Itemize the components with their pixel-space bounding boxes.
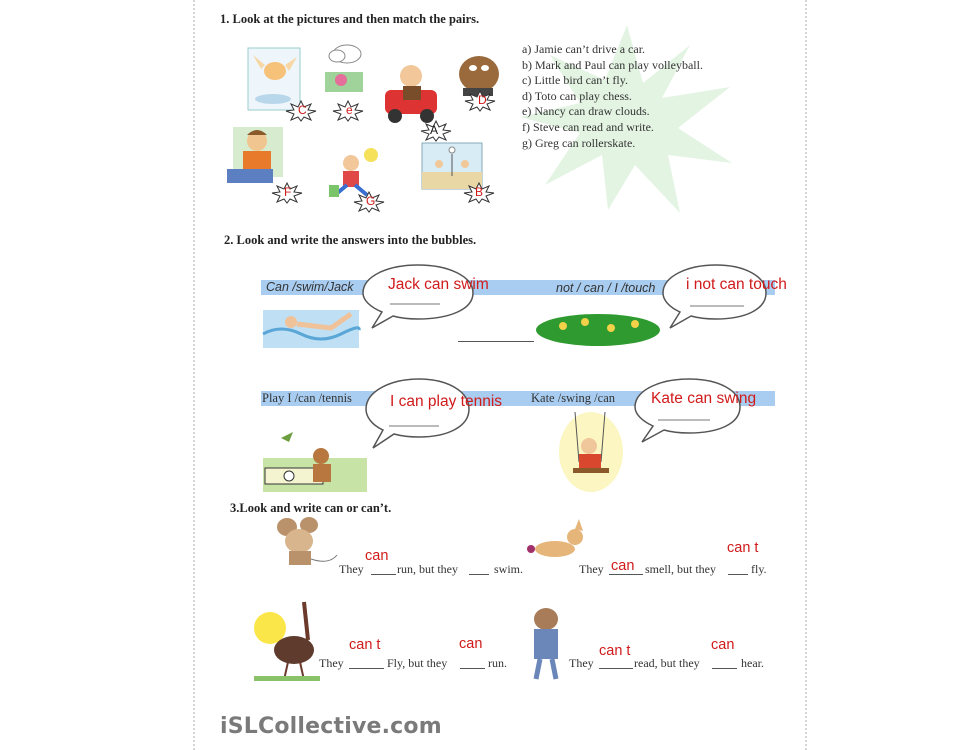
s3r2-they-1: They: [319, 656, 344, 670]
pairs-list: [522, 42, 703, 151]
s3r2-text-2b: hear.: [741, 656, 764, 670]
pair-c: c) Little bird can’t fly.: [522, 73, 628, 88]
match-answer-1: C: [298, 103, 307, 117]
bubble-answer-3: I can play tennis: [390, 393, 503, 410]
ostrich-picture: [252, 600, 322, 682]
s3r1-text-2: smell, but they: [645, 562, 716, 576]
cloud-drawing-picture: [319, 40, 369, 102]
s3-answer-1: can: [365, 548, 389, 564]
car-picture: [375, 60, 445, 126]
speech-bubble-2: [660, 262, 770, 334]
s3-answer-6: can t: [599, 643, 631, 659]
prompt-4: Kate /swing /can: [531, 391, 616, 405]
s3r1-text-1b: swim.: [494, 562, 524, 576]
speech-bubble-1: [360, 262, 478, 334]
section3-heading: 3.Look and write can or can’t.: [230, 501, 392, 515]
dog-reading-picture: [522, 605, 570, 681]
s3r1-text-2b: fly.: [751, 562, 767, 576]
pair-a: a) Jamie can’t drive a car.: [522, 42, 646, 56]
s3-answer-5: can: [459, 636, 483, 652]
blank-6: [460, 668, 485, 669]
s3r2-they-2: They: [569, 656, 594, 670]
s3-answer-3: can t: [727, 540, 759, 556]
bubble-answer-2: i not can touch: [686, 276, 787, 293]
prompt-1: Can /swim/Jack: [266, 280, 354, 294]
match-answer-2: e: [346, 103, 353, 117]
bubble-answer-1: Jack can swim: [388, 276, 489, 293]
swing-picture: [553, 410, 627, 492]
pair-f: f) Steve can read and write.: [522, 119, 654, 134]
bubble-answer-4: Kate can swing: [651, 390, 757, 407]
prompt-3: Play I /can /tennis: [262, 391, 352, 405]
s3r1-they-1: They: [339, 562, 364, 576]
blank-1: [371, 574, 396, 575]
blank-3: [609, 574, 643, 575]
islcollective-watermark: iSLCollective.com: [220, 714, 442, 739]
match-answer-5: F: [284, 185, 292, 199]
touch-picture: [533, 310, 663, 348]
worksheet-page: [193, 0, 807, 750]
section1-heading: 1. Look at the pictures and then match the pairs.: [220, 12, 480, 26]
match-answer-3: D: [478, 93, 487, 107]
match-answer-7: B: [475, 185, 484, 199]
s3-answer-4: can t: [349, 637, 381, 653]
blank-4: [728, 574, 748, 575]
s3-answer-2: can: [611, 558, 635, 574]
blank-8: [712, 668, 737, 669]
s3r1-text-1: run, but they: [397, 562, 458, 576]
match-answer-6: G: [366, 194, 376, 208]
tennis-picture: [261, 428, 369, 494]
reading-boy-picture: [225, 125, 289, 190]
pair-g: g) Greg can rollerskate.: [522, 135, 636, 150]
mouse-picture: [273, 515, 341, 575]
section2-heading: 2. Look and write the answers into the bubbles.: [224, 233, 477, 247]
swimmer-picture: [261, 300, 361, 350]
blank-5: [349, 668, 384, 669]
speech-bubble-4: [632, 376, 744, 448]
pair-e: e) Nancy can draw clouds.: [522, 104, 650, 119]
pair-d: d) Toto can play chess.: [522, 88, 632, 103]
s3r2-text-2: read, but they: [634, 656, 700, 670]
s3-answer-7: can: [711, 637, 735, 653]
s3r1-they-2: They: [579, 562, 604, 576]
s3r2-text-1: Fly, but they: [387, 656, 448, 670]
prompt-2: not / can / I /touch: [556, 281, 656, 295]
cat-picture: [525, 515, 587, 563]
s3r2-text-1b: run.: [488, 656, 507, 670]
speech-bubble-3: [363, 376, 473, 454]
match-answer-4: A: [430, 123, 439, 137]
pair-b: b) Mark and Paul can play volleyball.: [522, 57, 703, 72]
answer-line-touch: [458, 341, 534, 342]
blank-7: [599, 668, 633, 669]
blank-2-empty: [469, 574, 489, 575]
